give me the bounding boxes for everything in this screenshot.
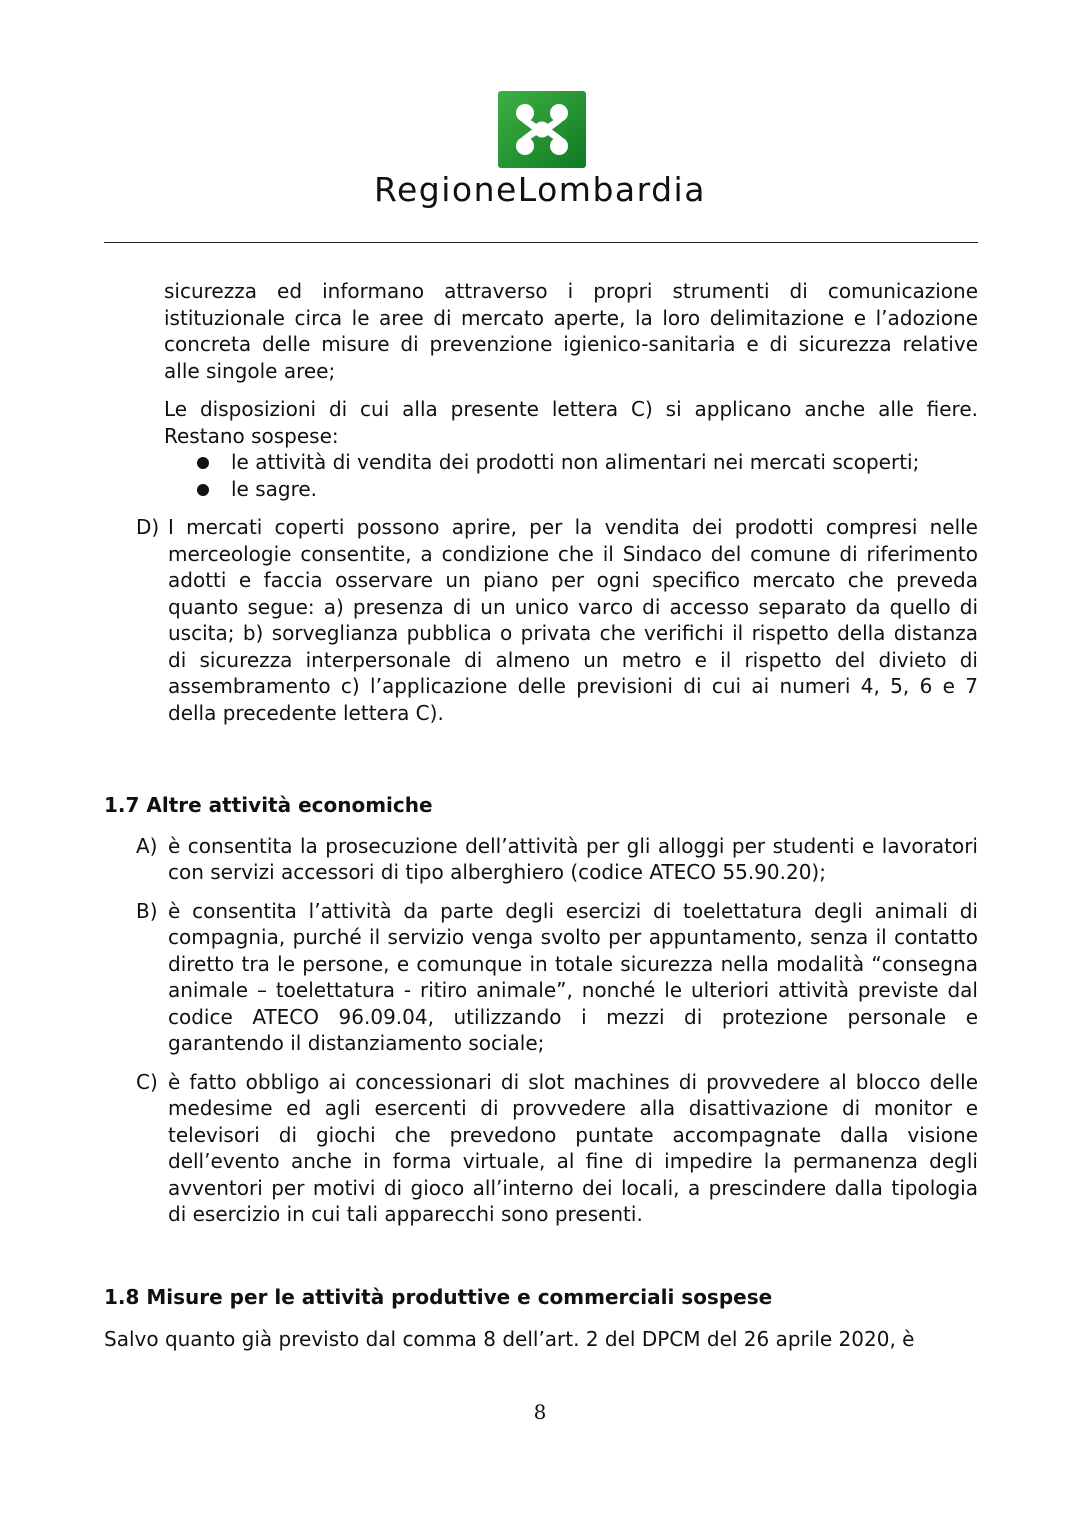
paragraph-section-1-8: Salvo quanto già previsto dal comma 8 dell’art. 2 del DPCM del 26 aprile 2020, è: [104, 1327, 915, 1351]
section-heading-1-7: 1.7 Altre attività economiche: [104, 793, 433, 817]
item-marker: B): [136, 898, 158, 923]
paragraph-fiere: Le disposizioni di cui alla presente lettera C) si applicano anche alle fiere. Restano sospese:: [164, 397, 978, 448]
regione-lombardia-logo-icon: [498, 91, 586, 168]
list-item-text: le sagre.: [231, 476, 318, 501]
item-text: è consentita l’attività da parte degli esercizi di toelettatura degli animali di compagnia, purché il servizio venga svolto per appuntamento, senza il contatto diretto tra le persone, e comunque in totale sicurezza nella modalità “consegna animale – toelettatura - ritiro animale”, nonché le ulteriori attività previste dal codice ATECO 96.09.04, utilizzando i mezzi di protezione personale e garantendo il distanziamento sociale;: [168, 898, 978, 1055]
page-header: [0, 0, 1080, 250]
item-text: è consentita la prosecuzione dell’attività per gli alloggi per studenti e lavoratori con servizi accessori di tipo alberghiero (codice ATECO 55.90.20);: [168, 833, 978, 884]
suspended-list: [197, 449, 978, 502]
paragraph-security: sicurezza ed informano attraverso i propri strumenti di comunicazione istituzionale circa le aree di mercato aperte, la loro delimitazione e l’adozione concreta delle misure di prevenzione igienico-sanitaria e di sicurezza relative alle singole aree;: [164, 279, 978, 383]
list-item-text: le attività di vendita dei prodotti non alimentari nei mercati scoperti;: [231, 450, 920, 474]
item-text: è fatto obbligo ai concessionari di slot machines di provvedere al blocco delle medesime ed agli esercenti di provvedere alla disattivazione di monitor e televisori di giochi che prevedono puntate accompagnate dalla visione dell’evento anche in forma virtuale, al fine di impedire la permanenza degli avventori per motivi di gioco all’interno dei locali, a prescindere dalla tipologia di esercizio in cui tali apparecchi sono presenti.: [168, 1069, 978, 1226]
lettered-item: [104, 833, 978, 886]
item-text: I mercati coperti possono aprire, per la vendita dei prodotti compresi nelle merceologie consentite, a condizione che il Sindaco del comune di riferimento adotti e faccia osservare un piano per ogni specifico mercato che preveda quanto segue: a) presenza di un unico varco di accesso separato da quello di uscita; b) sorveglianza pubblica o privata che verifichi il rispetto della distanza di sicurezza interpersonale di almeno un metro e il rispetto del divieto di assembramento c) l’applicazione delle previsioni di cui ai numeri 4, 5, 6 e 7 della precedente lettera C).: [168, 515, 978, 725]
document-body: [104, 278, 978, 1353]
lettered-item-d: [104, 514, 978, 726]
item-marker: A): [136, 833, 158, 858]
lettered-item: [104, 898, 978, 1057]
section-1-7-list: [104, 833, 978, 1228]
list-item: [197, 449, 978, 476]
header-divider: [104, 242, 978, 243]
page-number: 8: [533, 1400, 547, 1424]
brand-wordmark: RegioneLombardia: [374, 170, 706, 209]
section-heading-1-8: 1.8 Misure per le attività produttive e commerciali sospese: [104, 1284, 773, 1309]
lettered-item: [104, 1069, 978, 1228]
bullet-icon: [197, 457, 209, 469]
bullet-icon: [197, 484, 209, 496]
list-item: [197, 476, 978, 503]
item-d-list: [104, 514, 978, 726]
item-marker: D): [136, 515, 160, 539]
item-marker: C): [136, 1069, 158, 1094]
